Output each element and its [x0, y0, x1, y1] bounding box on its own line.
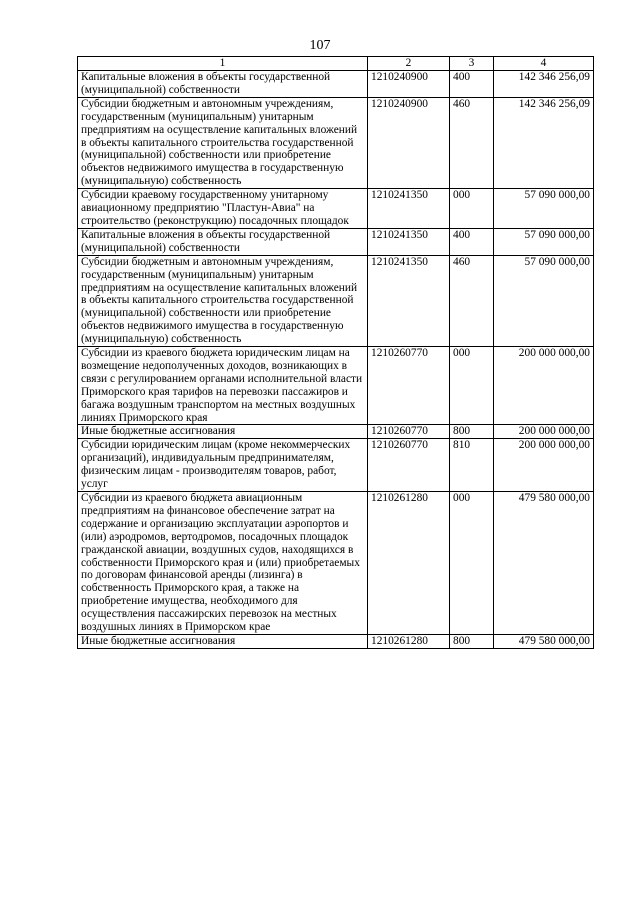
item-name: Субсидии бюджетным и автономным учреждениям, государственным (муниципальным) унитарным предприятиям на осуществление капитальных вложений в объекты капитального строительства государственной (муниципальной) собственности или приобретение объектов недвижимого имущества в государственную (муниципальную) собственность [78, 255, 368, 346]
expense-type: 460 [450, 255, 494, 346]
target-code: 1210261280 [368, 492, 450, 635]
expense-type: 000 [450, 189, 494, 229]
item-name: Иные бюджетные ассигнования [78, 425, 368, 439]
item-name: Субсидии из краевого бюджета авиационным предприятиям на финансовое обеспечение затрат на содержание и организацию эксплуатации аэропортов и (или) аэродромов, вертодромов, посадочных площадок гражданской авиации, воздушных судов, находящихся в собственности Приморского края и (или) приобретаемых по договорам финансовой аренды (лизинга) в собственность Приморского края, а также на приобретение имущества, необходимого для осуществления пассажирских перевозок на местных воздушных линиях в Приморском крае [78, 492, 368, 635]
table-row [78, 492, 594, 635]
page-number: 107 [309, 38, 331, 53]
amount: 142 346 256,09 [494, 97, 594, 188]
amount: 200 000 000,00 [494, 347, 594, 425]
budget-table [77, 56, 594, 649]
item-name: Субсидии краевому государственному унитарному авиационному предприятию "Пластун-Авиа" на строительство (реконструкцию) посадочных площадок [78, 189, 368, 229]
target-code: 1210260770 [368, 347, 450, 425]
header-row [78, 57, 594, 71]
table-row [78, 425, 594, 439]
table-row [78, 634, 594, 648]
amount: 57 090 000,00 [494, 228, 594, 255]
target-code: 1210240900 [368, 97, 450, 188]
target-code: 1210241350 [368, 255, 450, 346]
target-code: 1210241350 [368, 189, 450, 229]
item-name: Капитальные вложения в объекты государственной (муниципальной) собственности [78, 71, 368, 98]
target-code: 1210260770 [368, 425, 450, 439]
target-code: 1210241350 [368, 228, 450, 255]
target-code: 1210260770 [368, 439, 450, 492]
amount: 142 346 256,09 [494, 71, 594, 98]
item-name: Иные бюджетные ассигнования [78, 634, 368, 648]
item-name: Субсидии бюджетным и автономным учреждениям, государственным (муниципальным) унитарным предприятиям на осуществление капитальных вложений в объекты капитального строительства государственной (муниципальной) собственности или приобретение объектов недвижимого имущества в государственную (муниципальную) собственность [78, 97, 368, 188]
amount: 200 000 000,00 [494, 425, 594, 439]
table-row [78, 255, 594, 346]
table-row [78, 189, 594, 229]
amount: 57 090 000,00 [494, 189, 594, 229]
column-header: 4 [494, 57, 594, 71]
target-code: 1210240900 [368, 71, 450, 98]
amount: 200 000 000,00 [494, 439, 594, 492]
column-header: 2 [368, 57, 450, 71]
table-row [78, 71, 594, 98]
target-code: 1210261280 [368, 634, 450, 648]
expense-type: 000 [450, 347, 494, 425]
item-name: Капитальные вложения в объекты государственной (муниципальной) собственности [78, 228, 368, 255]
expense-type: 460 [450, 97, 494, 188]
expense-type: 810 [450, 439, 494, 492]
column-header: 3 [450, 57, 494, 71]
table-row [78, 439, 594, 492]
expense-type: 400 [450, 228, 494, 255]
amount: 479 580 000,00 [494, 634, 594, 648]
expense-type: 800 [450, 634, 494, 648]
table-row [78, 347, 594, 425]
expense-type: 000 [450, 492, 494, 635]
item-name: Субсидии из краевого бюджета юридическим лицам на возмещение недополученных доходов, возникающих в связи с регулированием органами исполнительной власти Приморского края тарифов на перевозки пассажиров и багажа воздушным транспортом на местных воздушных линиях Приморского края [78, 347, 368, 425]
item-name: Субсидии юридическим лицам (кроме некоммерческих организаций), индивидуальным предпринимателям, физическим лицам - производителям товаров, работ, услуг [78, 439, 368, 492]
column-header: 1 [78, 57, 368, 71]
table-row [78, 97, 594, 188]
amount: 479 580 000,00 [494, 492, 594, 635]
expense-type: 800 [450, 425, 494, 439]
table-row [78, 228, 594, 255]
expense-type: 400 [450, 71, 494, 98]
amount: 57 090 000,00 [494, 255, 594, 346]
